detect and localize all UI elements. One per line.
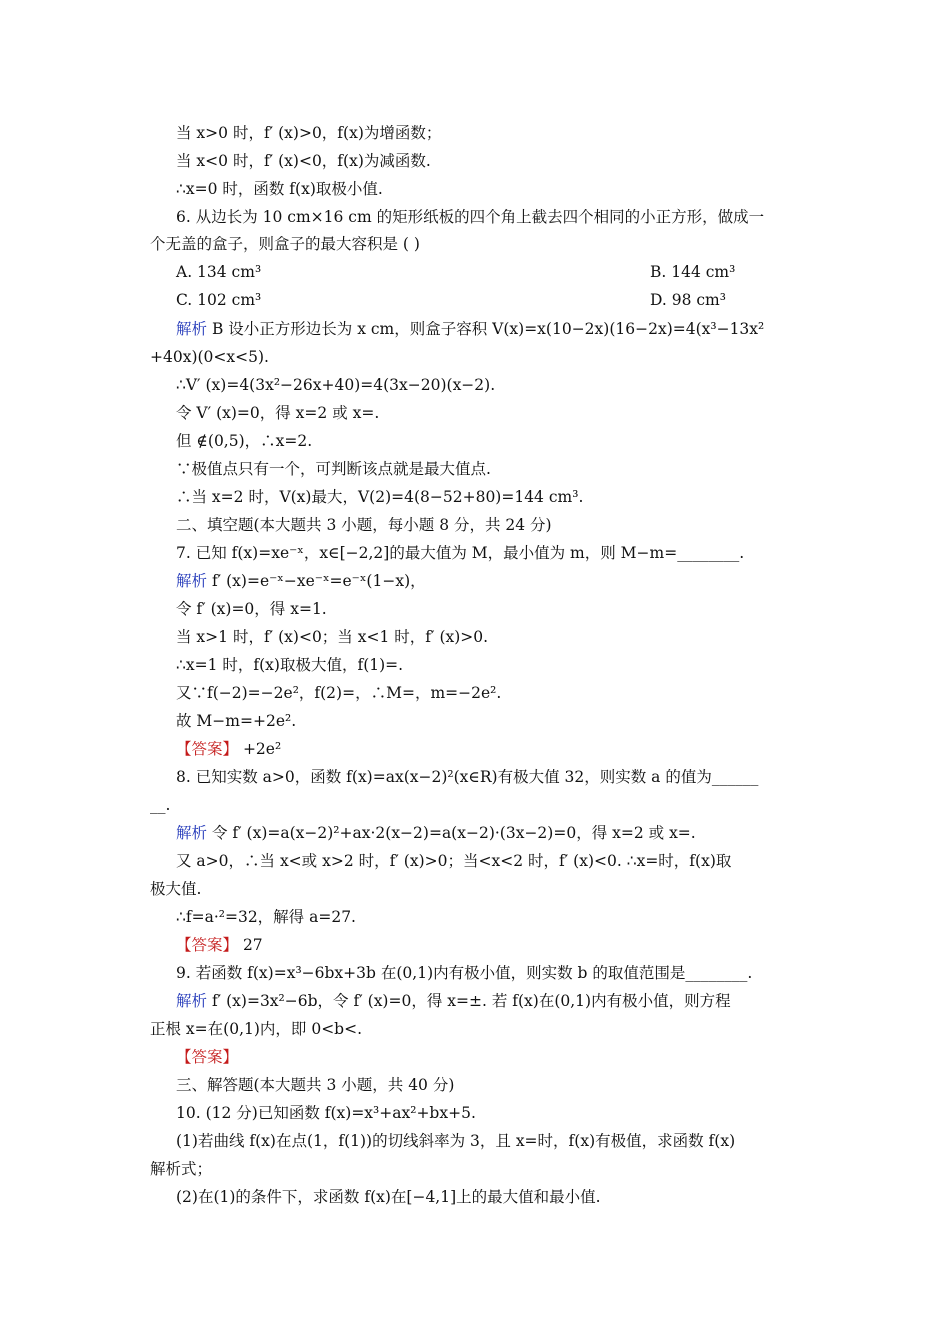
analysis-line: 解析 B 设小正方形边长为 x cm，则盒子容积 V(x)=x(10−2x)(16−2x)=4(x³−13x² — [176, 320, 765, 338]
text-line: 极大值. — [150, 880, 202, 898]
text-line: (1)若曲线 f(x)在点(1，f(1))的切线斜率为 3，且 x=时，f(x)有极值，求函数 f(x) — [176, 1132, 736, 1150]
text-line: 故 M−m=+2e². — [176, 712, 297, 730]
section-heading: 三、解答题(本大题共 3 小题，共 40 分) — [176, 1076, 455, 1094]
analysis-tag: 解析 — [176, 572, 208, 590]
text-line: 当 x>1 时，f′ (x)<0；当 x<1 时，f′ (x)>0. — [176, 628, 489, 646]
answer-tag: 【答案】 — [176, 936, 239, 954]
question-6: 6. 从边长为 10 cm×16 cm 的矩形纸板的四个角上截去四个相同的小正方形，做成一 — [176, 208, 765, 226]
text-line: 令 V′ (x)=0，得 x=2 或 x=. — [176, 404, 380, 422]
text-line: __. — [150, 796, 171, 814]
text-line: ∴V′ (x)=4(3x²−26x+40)=4(3x−20)(x−2). — [176, 376, 496, 394]
text-line: ∴当 x=2 时，V(x)最大，V(2)=4(8−52+80)=144 cm³. — [176, 488, 584, 506]
text-line: 当 x<0 时，f′ (x)<0，f(x)为减函数. — [176, 152, 431, 170]
question-8: 8. 已知实数 a>0，函数 f(x)=ax(x−2)²(x∈R)有极大值 32，则实数 a 的值为______ — [176, 768, 759, 786]
text-line: 但 ∉(0,5)，∴x=2. — [176, 432, 313, 450]
text-line: ∵极值点只有一个，可判断该点就是最大值点. — [176, 460, 491, 478]
answer-line — [176, 1046, 238, 1068]
analysis-line: 解析 令 f′ (x)=a(x−2)²+ax·2(x−2)=a(x−2)·(3x−2)=0，得 x=2 或 x=. — [176, 824, 696, 842]
option-d: D. 98 cm³ — [650, 291, 726, 309]
question-10: 10. (12 分)已知函数 f(x)=x³+ax²+bx+5. — [176, 1104, 476, 1122]
answer-line: 【答案】 27 — [176, 936, 263, 954]
analysis-tag: 解析 — [176, 824, 208, 842]
answer-tag: 【答案】 — [176, 740, 239, 758]
analysis-tag: 解析 — [176, 320, 208, 338]
text-line: 个无盖的盒子，则盒子的最大容积是 ( ) — [150, 235, 420, 253]
text-line: 又∵f(−2)=−2e²，f(2)=，∴M=，m=−2e². — [176, 684, 502, 702]
text-line: 令 f′ (x)=0，得 x=1. — [176, 600, 327, 618]
answer-line: 【答案】 +2e² — [176, 740, 282, 758]
text-line: 又 a>0，∴当 x<或 x>2 时，f′ (x)>0；当<x<2 时，f′ (x)<0. ∴x=时，f(x)取 — [176, 852, 732, 870]
answer-tag: 【答案】 — [176, 1048, 239, 1066]
text-line: ∴f=a·²=32，解得 a=27. — [176, 908, 356, 926]
section-heading: 二、填空题(本大题共 3 小题，每小题 8 分，共 24 分) — [176, 516, 552, 534]
analysis-line: 解析 f′ (x)=e⁻ˣ−xe⁻ˣ=e⁻ˣ(1−x)， — [176, 572, 426, 590]
option-b: B. 144 cm³ — [650, 263, 736, 281]
question-9: 9. 若函数 f(x)=x³−6bx+3b 在(0,1)内有极小值，则实数 b 的取值范围是________. — [176, 964, 753, 982]
text-line: ∴x=1 时，f(x)取极大值，f(1)=. — [176, 656, 404, 674]
text-line: +40x)(0<x<5). — [150, 348, 269, 366]
option-c: C. 102 cm³ — [176, 291, 262, 309]
analysis-tag: 解析 — [176, 992, 208, 1010]
text-line: 解析式； — [150, 1160, 213, 1178]
text-line: ∴x=0 时，函数 f(x)取极小值. — [176, 180, 383, 198]
text-line: (2)在(1)的条件下，求函数 f(x)在[−4,1]上的最大值和最小值. — [176, 1188, 601, 1206]
option-row — [176, 261, 736, 283]
analysis-line: 解析 f′ (x)=3x²−6b，令 f′ (x)=0，得 x=±. 若 f(x)在(0,1)内有极小值，则方程 — [176, 992, 731, 1010]
text-line: 当 x>0 时，f′ (x)>0，f(x)为增函数； — [176, 124, 442, 142]
text-line: 正根 x=在(0,1)内，即 0<b<. — [150, 1020, 363, 1038]
question-7: 7. 已知 f(x)=xe⁻ˣ，x∈[−2,2]的最大值为 M，最小值为 m，则 M−m=________. — [176, 544, 745, 562]
option-a: A. 134 cm³ — [176, 263, 262, 281]
option-row — [176, 289, 726, 311]
